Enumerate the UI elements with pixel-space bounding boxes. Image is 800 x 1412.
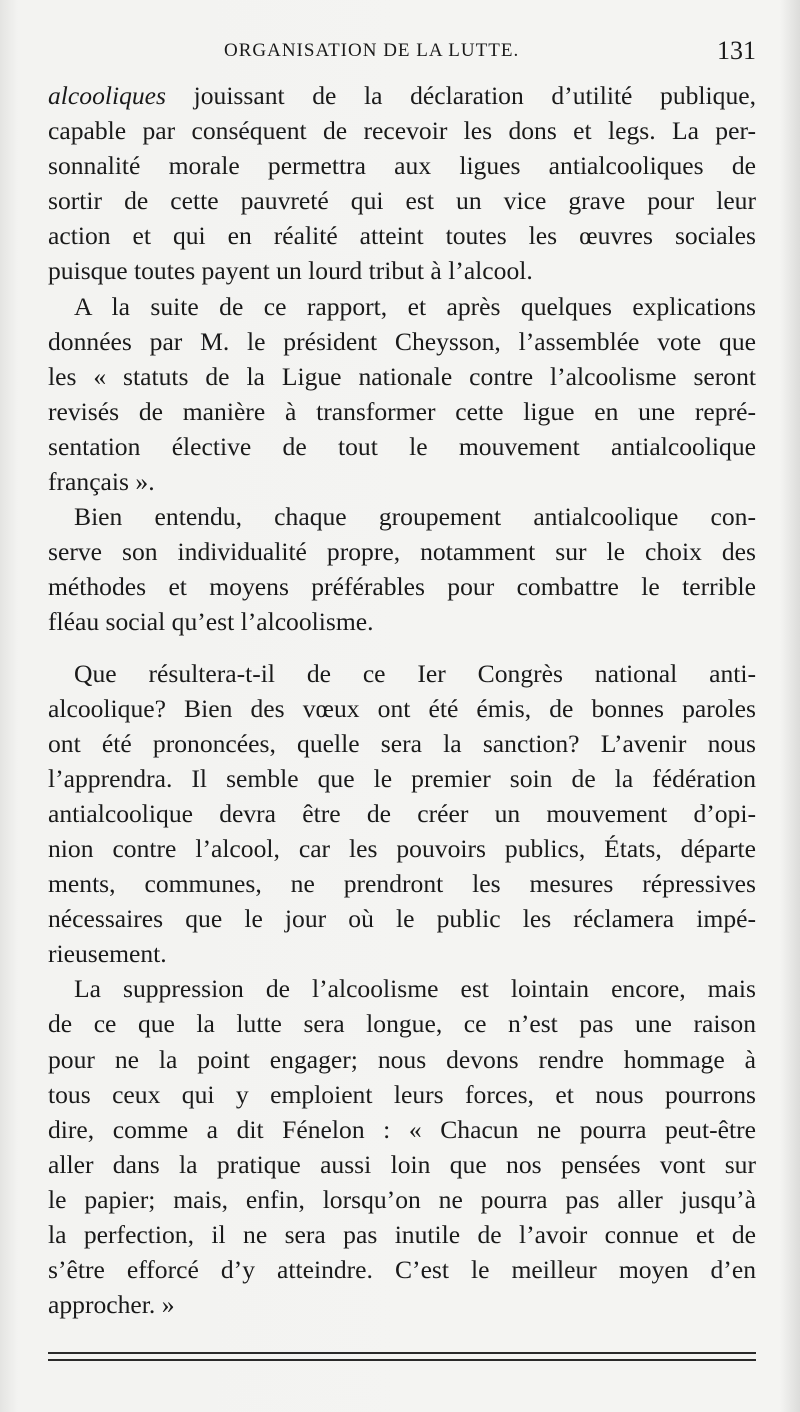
text-line [48,78,756,113]
text-line: revisés de manière à transformer cette ligue en une repré- [48,396,756,426]
end-rule-line [48,1352,756,1354]
text-line: la perfection, il ne sera pas inutile de l’avoir connue et de [48,1220,756,1249]
body-text [48,78,756,1322]
text-line: capable par conséquent de recevoir les dons et legs. La per- [48,116,756,146]
running-title: ORGANISATION DE LA LUTTE. [224,40,520,61]
page-number: 131 [717,36,756,65]
paragraph-spacer [48,640,756,656]
text-line: les « statuts de la Ligue nationale contre l’alcoolisme seront [48,361,756,391]
text-line: nion contre l’alcool, car les pouvoirs publics, États, départe [48,833,756,863]
text-line: ments, communes, ne prendront les mesures répressives [48,869,756,899]
text-line: antialcoolique devra être de créer un mouvement d’opi- [48,798,756,828]
text-line: serve son individualité propre, notamment sur le choix des [48,537,756,567]
text-line: Bien entendu, chaque groupement antialcoolique con- [74,502,756,532]
text-line: nécessaires que le jour où le public les réclamera impé- [48,904,756,934]
text-line: alcoolique? Bien des vœux ont été émis, de bonnes paroles [48,693,756,723]
text-line: tous ceux qui y emploient leurs forces, et nous pourrons [48,1079,756,1109]
text-line: La suppression de l’alcoolisme est lointain encore, mais [74,974,756,1004]
text-line: sortir de cette pauvreté qui est un vice grave pour leur [48,186,756,216]
text-line: A la suite de ce rapport, et après quelques explications [74,291,756,321]
italic-word: alcooliques [48,81,166,110]
text-line: pour ne la point engager; nous devons rendre hommage à [48,1044,756,1074]
text-line: action et qui en réalité atteint toutes les œuvres sociales [48,221,756,251]
paragraph [48,289,756,500]
text-line: méthodes et moyens préférables pour combattre le terrible [48,572,756,602]
text-line: dire, comme a dit Fénelon : « Chacun ne pourra peut-être [48,1114,756,1144]
text-line: données par M. le président Cheysson, l’assemblée vote que [48,326,756,356]
text-line: sentation élective de tout le mouvement antialcoolique [48,431,756,461]
text-line: s’être efforcé d’y atteindre. C’est le meilleur moyen d’en [48,1255,756,1285]
paragraph [48,78,756,289]
end-rule [48,1352,756,1364]
paragraph [48,499,756,639]
text-line: aller dans la pratique aussi loin que nos pensées vont sur [48,1149,756,1179]
end-rule-line [48,1359,756,1361]
text-line: approcher. » [48,1290,175,1320]
text-line: de ce que la lutte sera longue, ce n’est pas une raison [48,1009,756,1039]
text-line: l’apprendra. Il semble que le premier soin de la fédération [48,763,756,793]
text-line: sonnalité morale permettra aux ligues antialcooliques de [48,151,756,181]
paragraph [48,656,756,972]
paragraph [48,971,756,1322]
text-line: ont été prononcées, quelle sera la sanction? L’avenir nous [48,728,756,758]
text-line: français ». [48,467,155,497]
text-line: puisque toutes payent un lourd tribut à l’alcool. [48,256,533,286]
text-line: le papier; mais, enfin, lorsqu’on ne pourra pas aller jusqu’à [48,1184,756,1214]
text-line: fléau social qu’est l’alcoolisme. [48,607,374,637]
text-line: Que résultera-t-il de ce Ier Congrès national anti- [74,658,756,688]
running-head [48,36,756,70]
text-fragment: jouissant de la déclaration d’utilité publique, [166,81,756,110]
text-line: rieusement. [48,939,167,969]
